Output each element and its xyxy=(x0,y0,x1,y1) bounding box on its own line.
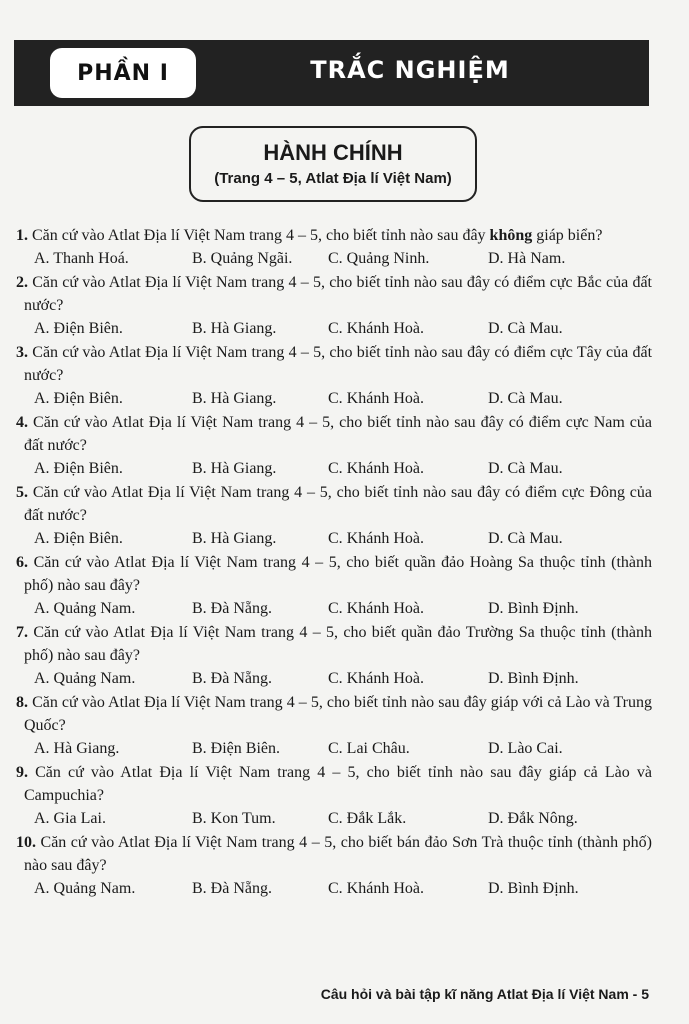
question-stem-end: giáp biển? xyxy=(532,227,603,244)
question-stem: Căn cứ vào Atlat Địa lí Việt Nam trang 4 – 5, cho biết tỉnh nào sau đây xyxy=(32,227,490,244)
answer-option: A. Quảng Nam. xyxy=(34,880,136,897)
answer-option: B. Hà Giang. xyxy=(192,390,277,407)
answer-options xyxy=(16,877,652,901)
answer-option: A. Điện Biên. xyxy=(34,460,123,477)
question-item xyxy=(16,411,652,481)
question-text xyxy=(16,761,652,807)
question-list xyxy=(16,224,652,901)
question-item xyxy=(16,271,652,341)
answer-option: A. Điện Biên. xyxy=(34,390,123,407)
answer-option: A. Quảng Nam. xyxy=(34,670,136,687)
answer-option: B. Kon Tum. xyxy=(192,810,276,827)
question-stem: Căn cứ vào Atlat Địa lí Việt Nam trang 4 – 5, cho biết quần đảo Trường Sa thuộc tỉnh (thành phố) nào sau đây? xyxy=(24,624,653,664)
part-label-box xyxy=(50,48,196,98)
answer-option: D. Cà Mau. xyxy=(488,530,563,547)
answer-options xyxy=(16,387,652,411)
question-text xyxy=(16,224,652,247)
answer-options xyxy=(16,527,652,551)
question-number: 1. xyxy=(16,227,28,244)
answer-option: C. Khánh Hoà. xyxy=(328,600,424,617)
answer-option: B. Hà Giang. xyxy=(192,530,277,547)
question-stem: Căn cứ vào Atlat Địa lí Việt Nam trang 4 – 5, cho biết tỉnh nào sau đây giáp với cả Lào và Trung Quốc? xyxy=(24,694,653,734)
question-text xyxy=(16,621,652,667)
question-item xyxy=(16,481,652,551)
answer-option: D. Cà Mau. xyxy=(488,320,563,337)
answer-options xyxy=(16,597,652,621)
question-number: 9. xyxy=(16,764,28,781)
answer-option: D. Cà Mau. xyxy=(488,460,563,477)
question-number: 10. xyxy=(16,834,36,851)
answer-options xyxy=(16,317,652,341)
question-number: 2. xyxy=(16,274,28,291)
answer-option: B. Điện Biên. xyxy=(192,740,280,757)
answer-option: B. Quảng Ngãi. xyxy=(192,250,293,267)
question-item xyxy=(16,224,652,271)
answer-option: C. Khánh Hoà. xyxy=(328,320,424,337)
section-title: TRẮC NGHIỆM xyxy=(310,56,510,84)
answer-option: D. Bình Định. xyxy=(488,670,579,687)
question-emphasis: không xyxy=(489,227,533,244)
question-number: 5. xyxy=(16,484,28,501)
question-stem: Căn cứ vào Atlat Địa lí Việt Nam trang 4 – 5, cho biết bán đảo Sơn Trà thuộc tỉnh (thành phố) nào sau đây? xyxy=(24,834,653,874)
question-item xyxy=(16,621,652,691)
question-stem: Căn cứ vào Atlat Địa lí Việt Nam trang 4 – 5, cho biết tỉnh nào sau đây giáp cả Lào và Campuchia? xyxy=(24,764,653,804)
answer-option: B. Hà Giang. xyxy=(192,460,277,477)
answer-option: C. Đắk Lắk. xyxy=(328,810,407,827)
question-stem: Căn cứ vào Atlat Địa lí Việt Nam trang 4 – 5, cho biết quần đảo Hoàng Sa thuộc tỉnh (thành phố) nào sau đây? xyxy=(24,554,652,594)
question-item xyxy=(16,691,652,761)
question-number: 7. xyxy=(16,624,28,641)
answer-option: A. Điện Biên. xyxy=(34,320,123,337)
question-text xyxy=(16,551,652,597)
answer-option: C. Khánh Hoà. xyxy=(328,530,424,547)
topic-subtitle: (Trang 4 – 5, Atlat Địa lí Việt Nam) xyxy=(214,170,452,187)
answer-option: D. Lào Cai. xyxy=(488,740,563,757)
question-stem: Căn cứ vào Atlat Địa lí Việt Nam trang 4 – 5, cho biết tỉnh nào sau đây có điểm cực Đông của đất nước? xyxy=(24,484,653,524)
answer-option: A. Gia Lai. xyxy=(34,810,106,827)
question-text xyxy=(16,411,652,457)
answer-option: C. Khánh Hoà. xyxy=(328,880,424,897)
answer-options xyxy=(16,247,652,271)
question-item xyxy=(16,551,652,621)
question-stem: Căn cứ vào Atlat Địa lí Việt Nam trang 4 – 5, cho biết tỉnh nào sau đây có điểm cực Tây của đất nước? xyxy=(24,344,653,384)
answer-option: C. Quảng Ninh. xyxy=(328,250,430,267)
answer-option: D. Bình Định. xyxy=(488,600,579,617)
question-text xyxy=(16,831,652,877)
question-number: 4. xyxy=(16,414,28,431)
answer-option: B. Đà Nẵng. xyxy=(192,880,272,897)
question-number: 3. xyxy=(16,344,28,361)
question-stem: Căn cứ vào Atlat Địa lí Việt Nam trang 4 – 5, cho biết tỉnh nào sau đây có điểm cực Bắc của đất nước? xyxy=(24,274,652,314)
answer-option: A. Thanh Hoá. xyxy=(34,250,129,267)
question-text xyxy=(16,691,652,737)
topic-title: HÀNH CHÍNH xyxy=(263,140,403,165)
question-stem: Căn cứ vào Atlat Địa lí Việt Nam trang 4 – 5, cho biết tỉnh nào sau đây có điểm cực Nam của đất nước? xyxy=(24,414,653,454)
answer-option: D. Cà Mau. xyxy=(488,390,563,407)
answer-option: B. Hà Giang. xyxy=(192,320,277,337)
answer-option: C. Lai Châu. xyxy=(328,740,410,757)
answer-option: A. Điện Biên. xyxy=(34,530,123,547)
answer-option: B. Đà Nẵng. xyxy=(192,670,272,687)
answer-options xyxy=(16,457,652,481)
question-text xyxy=(16,271,652,317)
answer-option: C. Khánh Hoà. xyxy=(328,460,424,477)
answer-option: A. Hà Giang. xyxy=(34,740,120,757)
question-number: 8. xyxy=(16,694,28,711)
answer-option: B. Đà Nẵng. xyxy=(192,600,272,617)
answer-option: C. Khánh Hoà. xyxy=(328,390,424,407)
topic-box xyxy=(189,126,477,202)
question-text xyxy=(16,481,652,527)
answer-option: D. Bình Định. xyxy=(488,880,579,897)
answer-option: A. Quảng Nam. xyxy=(34,600,136,617)
answer-option: D. Đắk Nông. xyxy=(488,810,578,827)
question-item xyxy=(16,341,652,411)
answer-options xyxy=(16,737,652,761)
part-label: PHẦN I xyxy=(77,60,169,86)
question-item xyxy=(16,761,652,831)
question-number: 6. xyxy=(16,554,28,571)
answer-options xyxy=(16,667,652,691)
answer-options xyxy=(16,807,652,831)
page-footer: Câu hỏi và bài tập kĩ năng Atlat Địa lí Việt Nam - 5 xyxy=(320,986,649,1002)
question-item xyxy=(16,831,652,901)
answer-option: C. Khánh Hoà. xyxy=(328,670,424,687)
answer-option: D. Hà Nam. xyxy=(488,250,566,267)
question-text xyxy=(16,341,652,387)
